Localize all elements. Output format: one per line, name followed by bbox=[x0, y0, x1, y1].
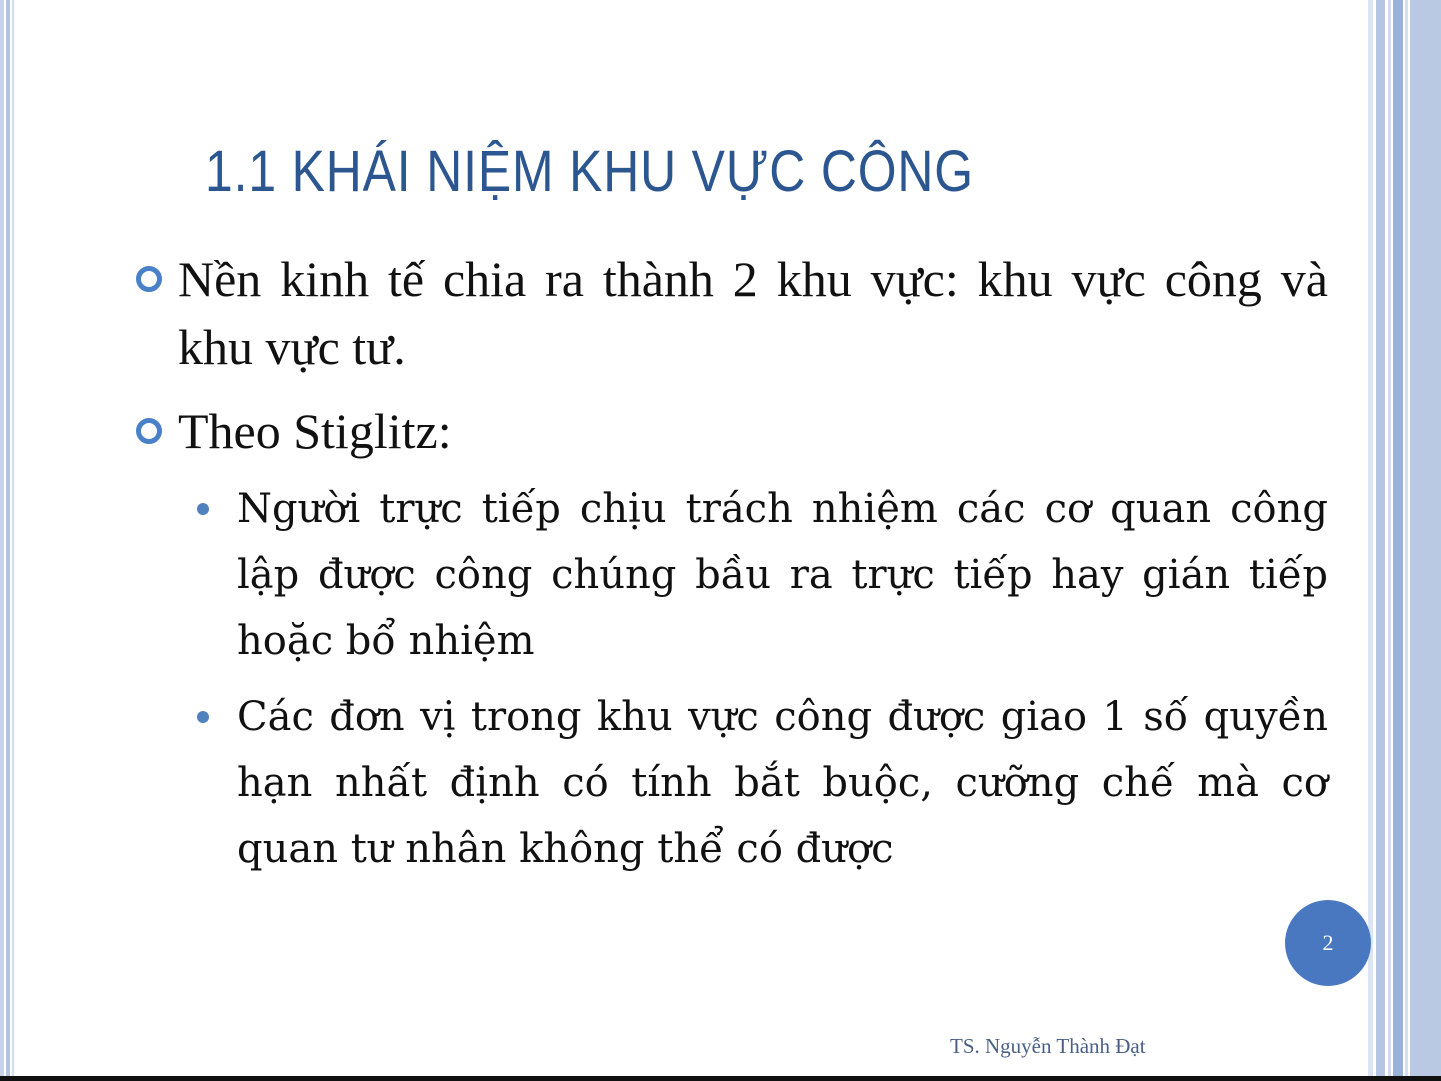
right-border-stripe bbox=[1368, 0, 1373, 1081]
left-border-stripe bbox=[0, 0, 4, 1081]
dot-bullet-icon bbox=[197, 711, 209, 723]
bottom-border-line bbox=[0, 1076, 1441, 1081]
bullet-item bbox=[178, 245, 1328, 381]
right-border-stripe bbox=[1393, 0, 1403, 1081]
right-border-stripe bbox=[1376, 0, 1385, 1081]
bullet-text: Nền kinh tế chia ra thành 2 khu vực: khu vực công và khu vực tư. bbox=[178, 251, 1328, 375]
right-border-stripe bbox=[1405, 0, 1408, 1081]
bullet-text: Theo Stiglitz: bbox=[178, 403, 452, 459]
dot-bullet-icon bbox=[197, 503, 209, 515]
ring-bullet-icon bbox=[136, 418, 162, 444]
sub-bullet-text: Các đơn vị trong khu vực công được giao 1 số quyền hạn nhất định có tính bắt buộc, cưỡng chế mà cơ quan tư nhân không thể có được bbox=[237, 694, 1328, 872]
right-border-stripe bbox=[1388, 0, 1391, 1081]
sub-bullet-text: Người trực tiếp chịu trách nhiệm các cơ quan công lập được công chúng bầu ra trực tiếp hay gián tiếp hoặc bổ nhiệm bbox=[237, 486, 1328, 664]
right-border-stripe bbox=[1410, 0, 1441, 1081]
bullet-item bbox=[178, 397, 1328, 465]
slide-title: 1.1 KHÁI NIỆM KHU VỰC CÔNG bbox=[205, 139, 974, 204]
footer-author: TS. Nguyễn Thành Đạt bbox=[950, 1034, 1146, 1058]
sub-bullet-item bbox=[237, 476, 1328, 674]
left-border-stripe bbox=[6, 0, 10, 1081]
ring-bullet-icon bbox=[136, 266, 162, 292]
left-border-stripe bbox=[12, 0, 14, 1081]
sub-bullet-item bbox=[237, 684, 1328, 882]
page-number-badge: 2 bbox=[1285, 900, 1371, 986]
